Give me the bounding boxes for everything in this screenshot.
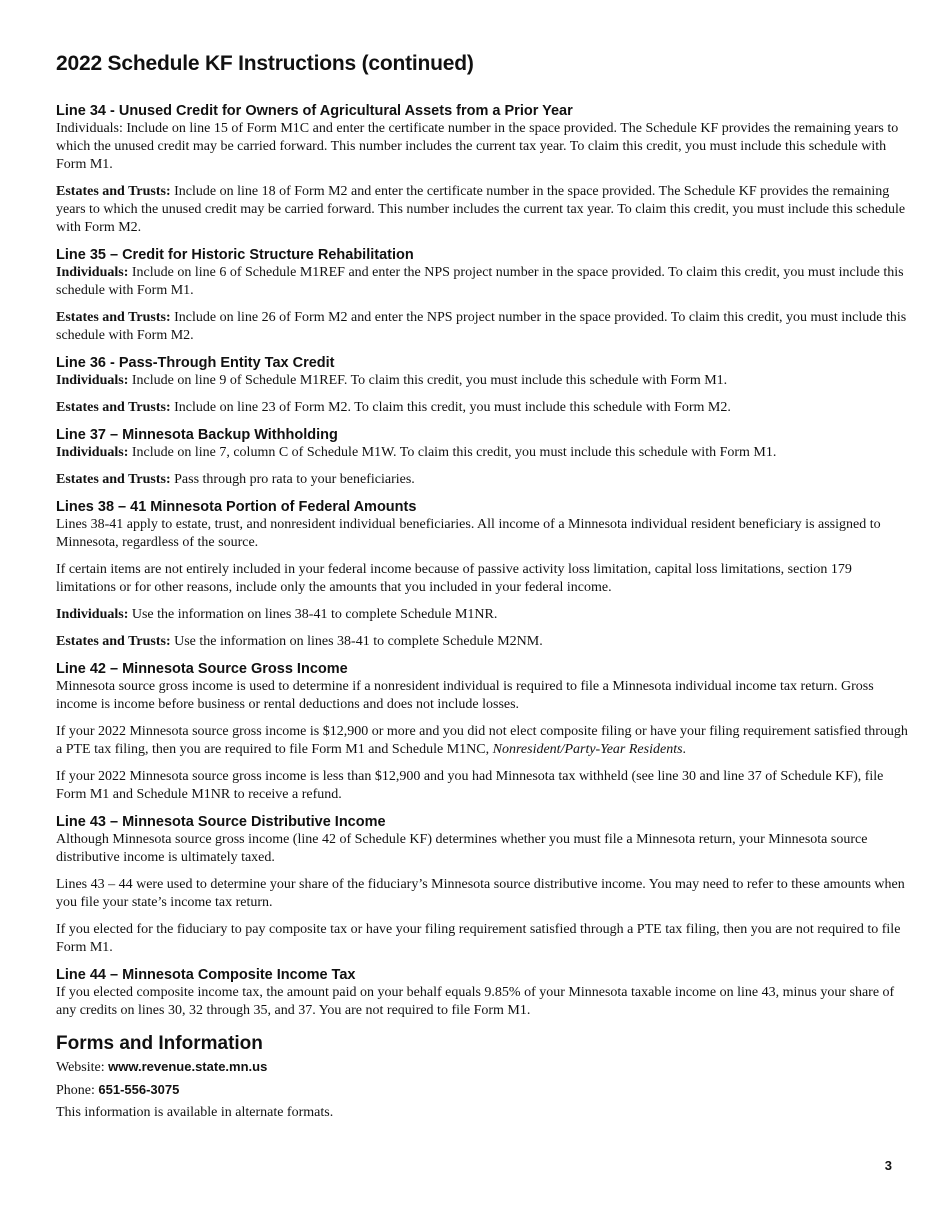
website-line — [56, 1058, 912, 1077]
label: Estates and Trusts: — [56, 184, 171, 199]
paragraph: Although Minnesota source gross income (line 42 of Schedule KF) determines whether you must file a Minnesota return, your Minnesota source distributive income is ultimately taxed. — [56, 832, 868, 865]
section-heading: Line 34 - Unused Credit for Owners of Agricultural Assets from a Prior Year — [56, 103, 573, 119]
label: Individuals: — [56, 607, 129, 622]
section-heading: Line 44 – Minnesota Composite Income Tax — [56, 967, 356, 983]
page-number: 3 — [884, 1158, 892, 1173]
text: Include on line 23 of Form M2. To claim this credit, you must include this schedule with Form M2. — [170, 400, 731, 415]
paragraph: Lines 38-41 apply to estate, trust, and nonresident individual beneficiaries. All income of a Minnesota individual resident beneficiary is assigned to Minnesota, regardless of the source. — [56, 517, 881, 550]
paragraph — [56, 399, 912, 417]
paragraph: Minnesota source gross income is used to determine if a nonresident individual is required to file a Minnesota individual income tax return. Gross income is income before business or rental deductions and does not include losses. — [56, 679, 874, 712]
paragraph: If your 2022 Minnesota source gross income is less than $12,900 and you had Minnesota tax withheld (see line 30 and line 37 of Schedule KF), file Form M1 and Schedule M1NR to receive a refund. — [56, 769, 884, 802]
paragraph — [56, 309, 912, 345]
forms-heading: Forms and Information — [56, 1033, 263, 1054]
section-line-43 — [56, 813, 912, 957]
section-line-44 — [56, 966, 912, 1020]
label: Estates and Trusts: — [56, 634, 171, 649]
text: Include on line 9 of Schedule M1REF. To claim this credit, you must include this schedule with Form M1. — [128, 373, 728, 388]
section-heading: Lines 38 – 41 Minnesota Portion of Federal Amounts — [56, 499, 417, 515]
paragraph — [56, 444, 912, 462]
section-lines-38-41 — [56, 498, 912, 651]
paragraph: Individuals: Include on line 15 of Form M1C and enter the certificate number in the space provided. The Schedule KF provides the remaining years to which the unused credit may be carried forward. This number includes the current tax year. To claim this credit, you must include this schedule with Form M1. — [56, 121, 899, 172]
phone-label: Phone: — [56, 1083, 99, 1098]
paragraph — [56, 372, 912, 390]
section-heading: Line 42 – Minnesota Source Gross Income — [56, 661, 348, 677]
section-heading: Line 35 – Credit for Historic Structure Rehabilitation — [56, 247, 414, 263]
section-line-36 — [56, 354, 912, 417]
label: Individuals: — [56, 373, 129, 388]
text: Include on line 6 of Schedule M1REF and enter the NPS project number in the space provided. To claim this credit, you must include this schedule with Form M1. — [56, 265, 904, 298]
section-heading: Line 37 – Minnesota Backup Withholding — [56, 427, 338, 443]
paragraph — [56, 606, 912, 624]
document-page — [56, 52, 912, 1131]
paragraph: Lines 43 – 44 were used to determine your share of the fiduciary’s Minnesota source distributive income. You may need to refer to these amounts when you file your state’s income tax return. — [56, 877, 905, 910]
website-label: Website: — [56, 1060, 109, 1075]
label: Individuals: — [56, 265, 129, 280]
text: Use the information on lines 38-41 to complete Schedule M2NM. — [170, 634, 543, 649]
paragraph — [56, 264, 912, 300]
phone-line — [56, 1081, 912, 1100]
page-title: 2022 Schedule KF Instructions (continued) — [56, 52, 474, 75]
section-line-37 — [56, 426, 912, 489]
text: Include on line 18 of Form M2 and enter the certificate number in the space provided. The Schedule KF provides the remaining years to which the unused credit may be carried forward. This number includes the current tax year. To claim this credit, you must include this schedule with Form M2. — [56, 184, 906, 235]
label: Estates and Trusts: — [56, 472, 171, 487]
italic-text: Nonresident/Party-Year Residents — [492, 742, 683, 757]
paragraph — [56, 723, 912, 759]
paragraph — [56, 633, 912, 651]
label: Individuals: — [56, 445, 129, 460]
website-link[interactable]: www.revenue.state.mn.us — [108, 1059, 268, 1074]
section-line-42 — [56, 660, 912, 804]
text: Include on line 26 of Form M2 and enter the NPS project number in the space provided. To claim this credit, you must include this schedule with Form M2. — [56, 310, 907, 343]
paragraph: If you elected composite income tax, the amount paid on your behalf equals 9.85% of your Minnesota taxable income on line 43, minus your share of any credits on lines 30, 32 through 35, and 37. You are not required to file Form M1. — [56, 985, 895, 1018]
text: . — [682, 742, 687, 757]
paragraph: If certain items are not entirely included in your federal income because of passive activity loss limitation, capital loss limitations, section 179 limitations or for other reasons, include only the amounts that you included in your federal income. — [56, 562, 852, 595]
text: Use the information on lines 38-41 to complete Schedule M1NR. — [128, 607, 498, 622]
phone-number: 651-556-3075 — [98, 1082, 180, 1097]
section-heading: Line 43 – Minnesota Source Distributive Income — [56, 814, 386, 830]
section-line-35 — [56, 246, 912, 345]
label: Estates and Trusts: — [56, 400, 171, 415]
section-heading: Line 36 - Pass-Through Entity Tax Credit — [56, 355, 335, 371]
paragraph — [56, 471, 912, 489]
text: Pass through pro rata to your beneficiaries. — [170, 472, 415, 487]
label: Estates and Trusts: — [56, 310, 171, 325]
alternate-formats-note: This information is available in alternate formats. — [56, 1105, 334, 1120]
forms-and-information — [56, 1032, 912, 1122]
text: If your 2022 Minnesota source gross income is $12,900 or more and you did not elect composite filing or have your filing requirement satisfied through a PTE tax filing, then you are required to file Form M1 and Schedule M1NC, — [56, 724, 908, 757]
text: Include on line 7, column C of Schedule M1W. To claim this credit, you must include this schedule with Form M1. — [128, 445, 777, 460]
paragraph — [56, 183, 912, 237]
section-line-34 — [56, 102, 912, 237]
paragraph: If you elected for the fiduciary to pay composite tax or have your filing requirement satisfied through a PTE tax filing, then you are not required to file Form M1. — [56, 922, 901, 955]
